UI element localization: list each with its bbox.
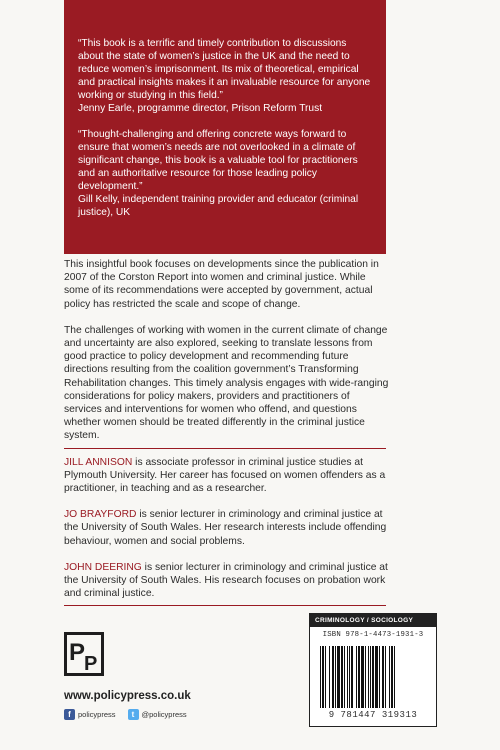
- barcode-stripe: [361, 646, 364, 708]
- barcode-stripe: [375, 646, 378, 708]
- author-bio: [64, 508, 390, 548]
- endorsement-quote-1: [78, 37, 372, 116]
- publisher-website-link[interactable]: www.policypress.co.uk: [64, 690, 191, 702]
- barcode-stripe: [356, 646, 357, 708]
- barcode-stripe: [372, 646, 374, 708]
- author-bio-text: is associate professor in criminal justice studies at Plymouth University. Her career has focused on women offenders as a practitioner, in teaching and as a researcher.: [64, 456, 386, 495]
- divider: [64, 448, 386, 449]
- barcode-stripe: [358, 646, 360, 708]
- social-links: [64, 707, 187, 721]
- barcode-stripe: [322, 646, 324, 708]
- author-bio: [64, 561, 390, 601]
- book-description: [64, 258, 390, 613]
- endorsement-quote-2: [78, 128, 372, 220]
- barcode-stripe: [351, 646, 353, 708]
- barcode-stripe: [347, 646, 348, 708]
- description-paragraph: The challenges of working with women in the current climate of change and uncertainty are also explored, seeking to translate lessons from good practice to policy development and recommending future directions resulting from the coalition government’s Transforming Rehabilitation changes. This timely analysis engages with wide-ranging considerations for policy makers, providers and practitioners of services and interventions for women who offend, and questions whether women should be treated differently in the criminal justice system.: [64, 324, 389, 442]
- barcode-box: [309, 613, 437, 727]
- svg-text:P: P: [84, 653, 98, 675]
- barcode-stripe: [394, 646, 395, 708]
- endorsements-panel: [64, 0, 386, 254]
- twitter-icon[interactable]: t: [128, 709, 139, 720]
- barcode-stripe: [379, 646, 380, 708]
- barcode-number: 9 781447 319313: [328, 710, 418, 720]
- svg-text:P: P: [69, 639, 86, 666]
- author-name: JOHN DEERING: [64, 561, 142, 573]
- author-name: JO BRAYFORD: [64, 509, 137, 521]
- author-bio-text: is senior lecturer in criminology and criminal justice at the University of South Wales. Her research interests include offending behaviour, women and social problems.: [64, 509, 387, 547]
- barcode-stripe: [370, 646, 371, 708]
- barcode-stripe: [365, 646, 366, 708]
- author-bio: [64, 456, 390, 496]
- endorsement-attribution: Gill Kelly, independent training provider and educator (criminal justice), UK: [78, 194, 359, 219]
- endorsement-text: “This book is a terrific and timely contribution to discussions about the state of women’s justice in the UK and the need to reduce women’s imprisonment. Its mix of theoretical, empirical and practical insights makes it an invaluable resource for anyone working or studying in this field.”: [78, 38, 371, 102]
- barcode-stripe: [332, 646, 334, 708]
- barcode-image: [320, 646, 428, 708]
- barcode-stripe: [344, 646, 345, 708]
- divider: [64, 605, 386, 606]
- barcode-stripe: [385, 646, 386, 708]
- barcode-stripe: [335, 646, 336, 708]
- barcode-stripe: [391, 646, 393, 708]
- facebook-handle[interactable]: policypress: [78, 709, 116, 719]
- endorsement-attribution: Jenny Earle, programme director, Prison Reform Trust: [78, 103, 323, 115]
- barcode-stripe: [337, 646, 340, 708]
- barcode-stripe: [325, 646, 326, 708]
- barcode-stripe: [368, 646, 369, 708]
- barcode-stripe: [329, 646, 330, 708]
- barcode-stripe: [382, 646, 384, 708]
- facebook-icon[interactable]: f: [64, 709, 75, 720]
- barcode-stripe: [389, 646, 390, 708]
- barcode-stripe: [320, 646, 321, 708]
- description-paragraph: This insightful book focuses on developments since the publication in 2007 of the Corston Report into women and criminal justice. While some of its recommendations were accepted by government, actual policy has restricted the scale and scope of change.: [64, 259, 379, 310]
- twitter-handle[interactable]: @policypress: [141, 709, 187, 719]
- endorsement-text: “Thought-challenging and offering concrete ways forward to ensure that women’s needs are not overlooked in a climate of significant change, this book is a valuable tool for practitioners and an authoritative resource for those leading policy development.”: [78, 128, 358, 192]
- author-bio-text: is senior lecturer in criminology and criminal justice at the University of South Wales. His research focuses on probation work and criminal justice.: [64, 561, 388, 600]
- barcode-stripe: [349, 646, 350, 708]
- isbn-label: ISBN 978-1-4473-1931-3: [322, 631, 424, 639]
- barcode-stripe: [341, 646, 343, 708]
- author-name: JILL ANNISON: [64, 456, 133, 468]
- policy-press-logo: [64, 632, 104, 676]
- subject-category: CRIMINOLOGY / SOCIOLOGY: [310, 614, 436, 627]
- author-bios: [64, 456, 390, 601]
